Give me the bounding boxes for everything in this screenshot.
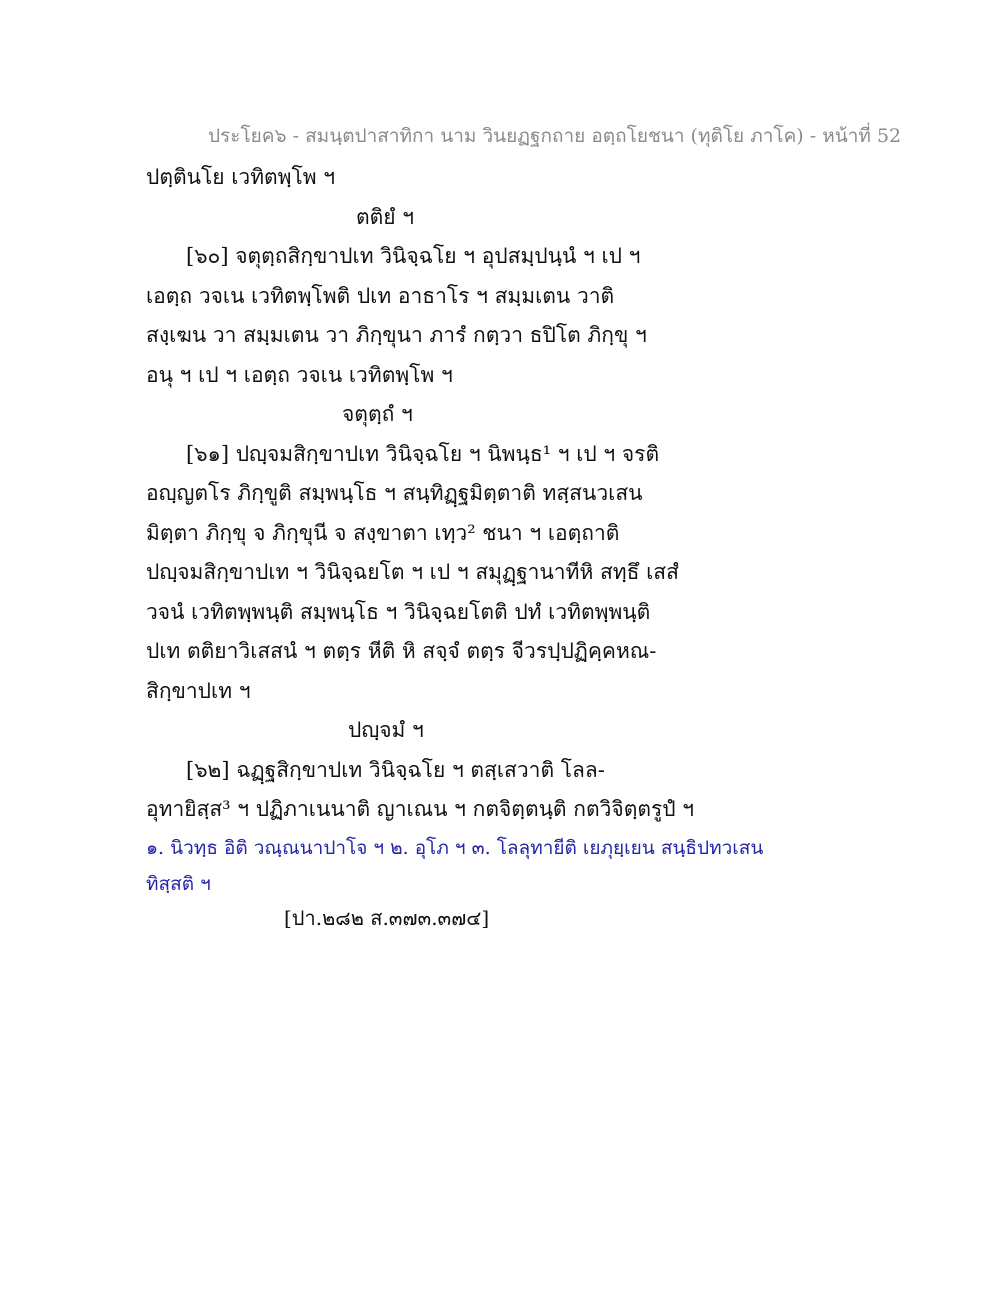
footnotes (146, 830, 846, 902)
footnote-line: ทิสฺสติ ฯ (146, 873, 211, 895)
section-end-heading: ปญฺจมํ ฯ (348, 718, 424, 742)
section-end-heading: จตุตฺถํ ฯ (342, 402, 413, 426)
text-line: มิตฺตา ภิกฺขุ จ ภิกฺขุนี จ สงฺขาตา เทฺว² ชนา ฯ เอตฺถาติ (146, 520, 620, 545)
section-end-heading: ตติยํ ฯ (356, 204, 415, 229)
text-line: วจนํ เวทิตพฺพนฺติ สมฺพนฺโธ ฯ วินิจฺฉยโตติ ปทํ เวทิตพฺพนฺติ (146, 599, 651, 624)
text-line: [๖๒] ฉฏฺฐสิกฺขาปเท วินิจฺฉโย ฯ ตสฺเสวาติ โลล- (186, 757, 605, 782)
page-reference: [ปา.๒๘๒ ส.๓๗๓.๓๗๔] (284, 906, 490, 930)
text-line: อนุ ฯ เป ฯ เอตฺถ วจเน เวทิตพฺโพ ฯ (146, 362, 453, 387)
text-line: ปเท ตติยาวิเสสนํ ฯ ตตฺร หีติ หิ สจฺจํ ตตฺร จีวรปฺปฏิคฺคหณ- (146, 639, 657, 663)
text-line: สงฺเฆน วา สมฺมเตน วา ภิกฺขุนา ภารํ กตฺวา ธปิโต ภิกฺขุ ฯ (146, 323, 647, 347)
main-text (146, 158, 846, 830)
text-line: ปญฺจมสิกฺขาปเท ฯ วินิจฺฉยโต ฯ เป ฯ สมุฏฺฐานาทีหิ สทฺธึ เสสํ (146, 560, 679, 584)
text-line: อญฺญตโร ภิกฺขูติ สมฺพนฺโธ ฯ สนฺทิฏฺฐมิตฺตาติ ทสฺสนวเสน (146, 481, 643, 505)
text-line: [๖๐] จตุตฺถสิกฺขาปเท วินิจฺฉโย ฯ อุปสมฺปนฺนํ ฯ เป ฯ (186, 244, 641, 268)
text-line: ปตฺตินโย เวทิตพฺโพ ฯ (146, 165, 336, 189)
text-line: อุทายิสฺส³ ฯ ปฏิภาเนนาติ ญาเณน ฯ กตจิตฺตนฺติ กตวิจิตฺตรูปํ ฯ (146, 797, 695, 821)
text-line: เอตฺถ วจเน เวทิตพฺโพติ ปเท อาธาโร ฯ สมฺมเตน วาติ (146, 283, 615, 308)
text-line: [๖๑] ปญฺจมสิกฺขาปเท วินิจฺฉโย ฯ นิพนฺธ¹ ฯ เป ฯ จรติ (186, 441, 660, 466)
footnote-line: ๑. นิวทฺธ อิติ วณฺณนาปาโจ ฯ ๒. อุโภ ฯ ๓. โลลุทายีติ เยภุยฺเยน สนฺธิปทวเสน (146, 837, 764, 859)
text-line: สิกฺขาปเท ฯ (146, 678, 251, 703)
page-header: ประโยค๖ - สมนฺตปาสาทิกา นาม วินยฏฐกถาย อตฺถโยชนา (ทุติโย ภาโค) - หน้าที่ 52 (208, 125, 902, 147)
